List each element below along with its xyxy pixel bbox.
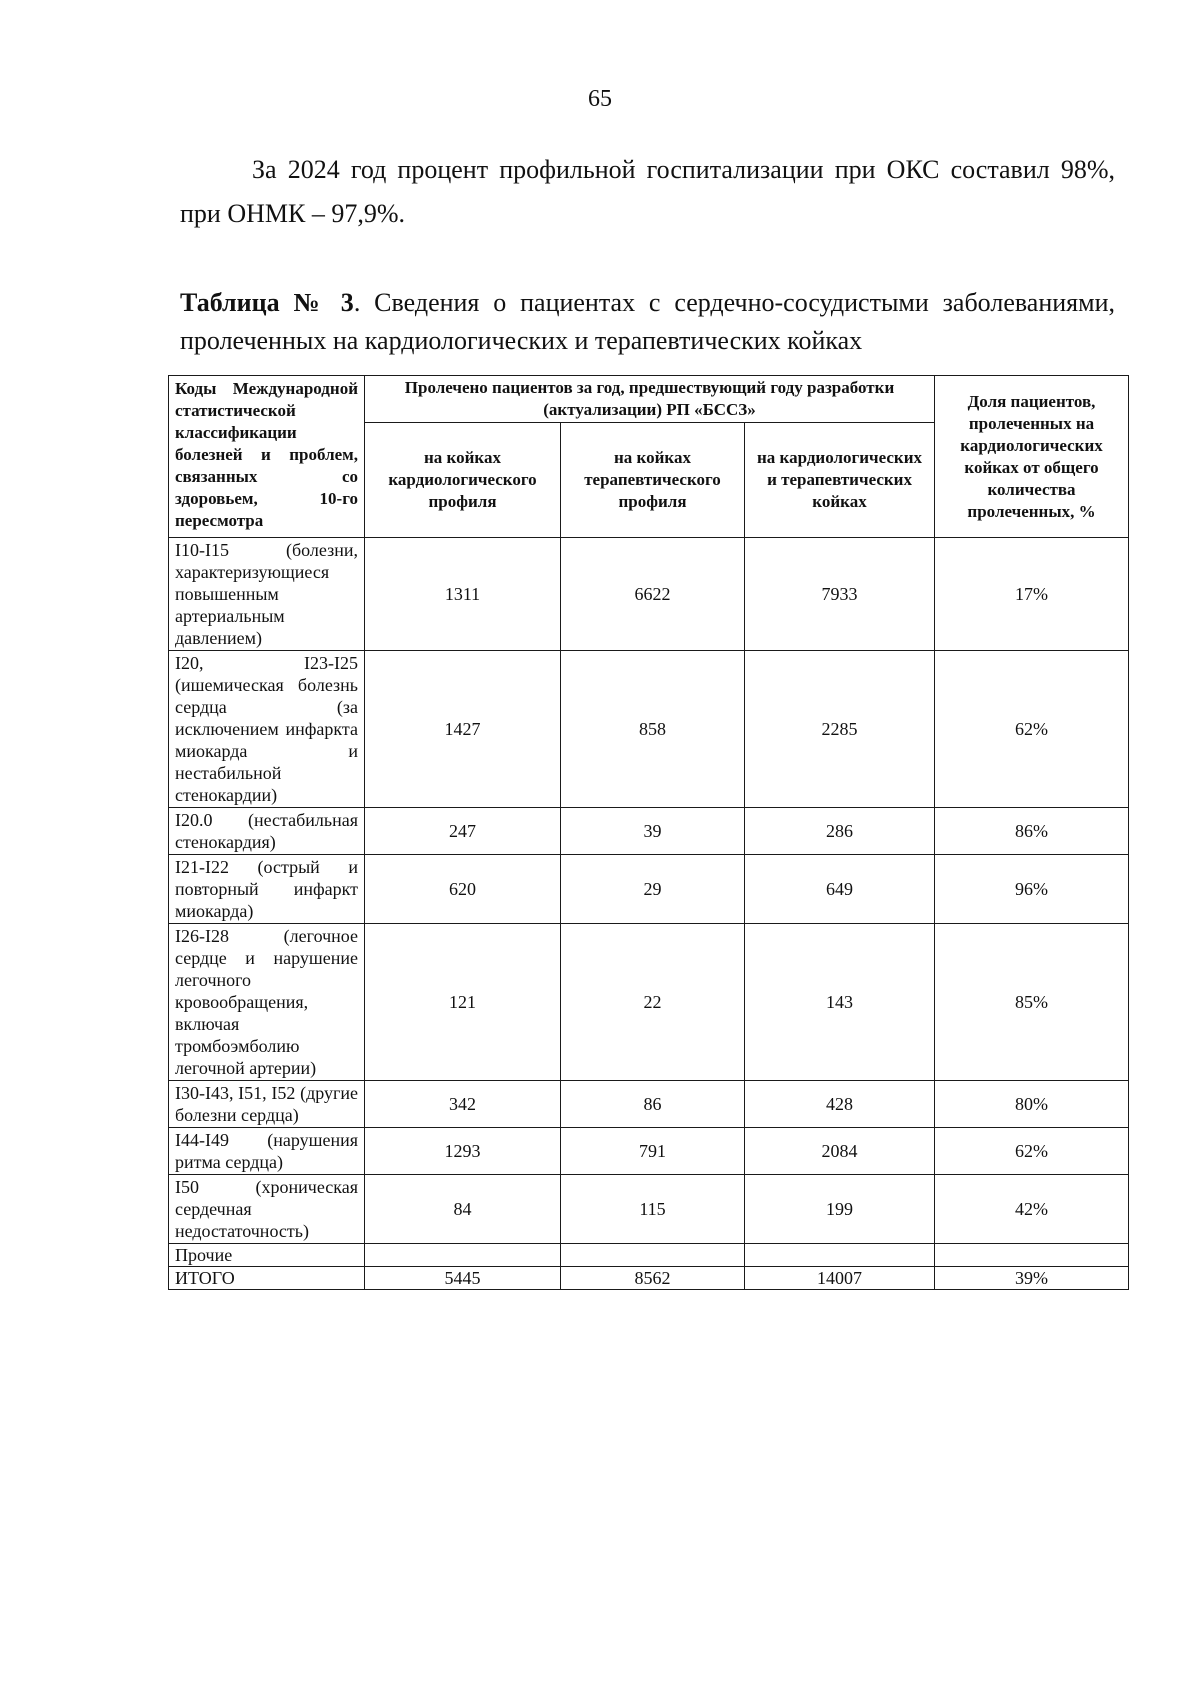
table-row: [169, 1244, 1129, 1267]
row-total: [745, 1244, 935, 1267]
row-therapy: 22: [561, 924, 745, 1081]
header-treated-group: Пролечено пациентов за год, предшествующий году разработки (актуализации) РП «БССЗ»: [365, 376, 935, 423]
row-share: 85%: [935, 924, 1129, 1081]
row-therapy: [561, 1244, 745, 1267]
table-row: [169, 538, 1129, 651]
row-total: 649: [745, 855, 935, 924]
row-cardio: 5445: [365, 1267, 561, 1290]
table-row: [169, 855, 1129, 924]
row-code: I44-I49 (нарушения ритма сердца): [169, 1128, 365, 1175]
row-code: Прочие: [169, 1244, 365, 1267]
row-share: 62%: [935, 651, 1129, 808]
row-share: 17%: [935, 538, 1129, 651]
row-code: I10-I15 (болезни, характеризующиеся повышенным артериальным давлением): [169, 538, 365, 651]
header-total: на кардиологических и терапевтических койках: [745, 423, 935, 538]
row-share: 86%: [935, 808, 1129, 855]
row-share: 42%: [935, 1175, 1129, 1244]
row-therapy: 8562: [561, 1267, 745, 1290]
table-row: [169, 808, 1129, 855]
table-caption-text: . Сведения о пациентах с сердечно-сосудистыми заболеваниями, пролеченных на кардиологических и терапевтических койках: [180, 288, 1115, 355]
row-cardio: 84: [365, 1175, 561, 1244]
header-share: Доля пациентов, пролеченных на кардиологических койках от общего количества пролеченных, %: [935, 376, 1129, 538]
row-therapy: 6622: [561, 538, 745, 651]
header-cardio: на койках кардиологического профиля: [365, 423, 561, 538]
row-therapy: 115: [561, 1175, 745, 1244]
table-row: [169, 651, 1129, 808]
row-therapy: 39: [561, 808, 745, 855]
header-codes: Коды Международной статистической классификации болезней и проблем, связанных со здоровьем, 10-го пересмотра: [169, 376, 365, 538]
table-row-total: [169, 1267, 1129, 1290]
header-therapy: на койках терапевтического профиля: [561, 423, 745, 538]
row-code: I30-I43, I51, I52 (другие болезни сердца): [169, 1081, 365, 1128]
row-share: [935, 1244, 1129, 1267]
row-total: 14007: [745, 1267, 935, 1290]
table-row: [169, 1175, 1129, 1244]
row-share: 62%: [935, 1128, 1129, 1175]
row-total: 199: [745, 1175, 935, 1244]
row-total: 428: [745, 1081, 935, 1128]
row-therapy: 791: [561, 1128, 745, 1175]
row-cardio: 1427: [365, 651, 561, 808]
row-total: 7933: [745, 538, 935, 651]
table-row: [169, 924, 1129, 1081]
row-total: 143: [745, 924, 935, 1081]
row-cardio: 247: [365, 808, 561, 855]
intro-paragraph: За 2024 год процент профильной госпитализации при ОКС составил 98%, при ОНМК – 97,9%.: [180, 155, 1115, 228]
row-code: I50 (хроническая сердечная недостаточность): [169, 1175, 365, 1244]
table-caption: [180, 284, 1115, 360]
row-cardio: 1311: [365, 538, 561, 651]
row-total: 2285: [745, 651, 935, 808]
table-row: [169, 1128, 1129, 1175]
patients-table: [168, 375, 1129, 1290]
row-cardio: 342: [365, 1081, 561, 1128]
row-code: I20.0 (нестабильная стенокардия): [169, 808, 365, 855]
row-cardio: 121: [365, 924, 561, 1081]
row-code: I20, I23-I25 (ишемическая болезнь сердца (за исключением инфаркта миокарда и нестабильной стенокардии): [169, 651, 365, 808]
row-code: I21-I22 (острый и повторный инфаркт миокарда): [169, 855, 365, 924]
row-therapy: 29: [561, 855, 745, 924]
row-total: 2084: [745, 1128, 935, 1175]
row-cardio: [365, 1244, 561, 1267]
row-code: I26-I28 (легочное сердце и нарушение легочного кровообращения, включая тромбоэмболию легочной артерии): [169, 924, 365, 1081]
row-cardio: 1293: [365, 1128, 561, 1175]
table-caption-label: Таблица № 3: [180, 288, 354, 317]
row-cardio: 620: [365, 855, 561, 924]
row-therapy: 86: [561, 1081, 745, 1128]
row-total: 286: [745, 808, 935, 855]
table-header-row: [169, 376, 1129, 423]
row-code: ИТОГО: [169, 1267, 365, 1290]
row-share: 80%: [935, 1081, 1129, 1128]
page-number: 65: [588, 86, 612, 112]
row-therapy: 858: [561, 651, 745, 808]
row-share: 96%: [935, 855, 1129, 924]
table-row: [169, 1081, 1129, 1128]
row-share: 39%: [935, 1267, 1129, 1290]
